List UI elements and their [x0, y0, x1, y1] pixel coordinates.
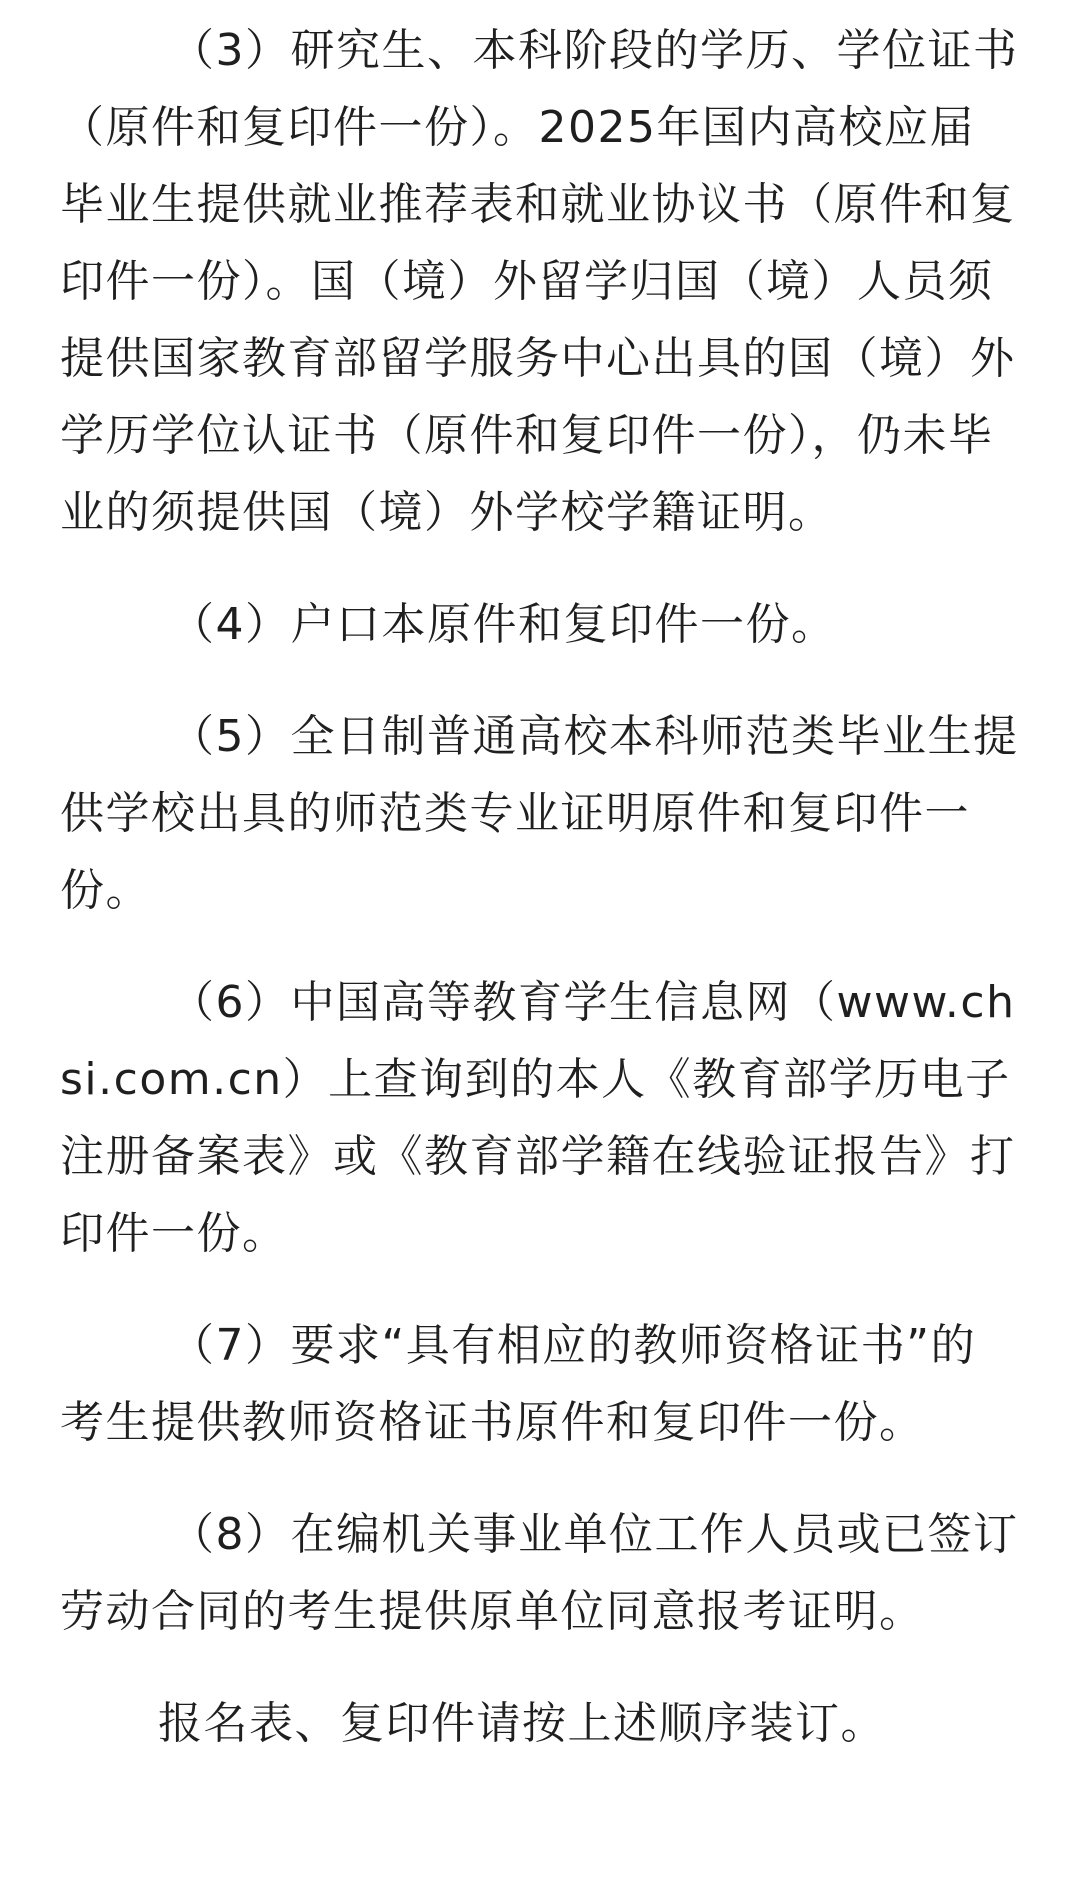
paragraph-item-4: （4）户口本原件和复印件一份。 [170, 599, 837, 650]
paragraph-spacer [60, 1272, 1020, 1307]
paragraph-spacer [60, 929, 1020, 964]
paragraph-item-7: （7）要求“具有相应的教师资格证书”的考生提供教师资格证书原件和复印件一份。 [60, 1320, 977, 1448]
paragraph-item-8: （8）在编机关事业单位工作人员或已签订劳动合同的考生提供原单位同意报考证明。 [60, 1509, 1019, 1637]
paragraph-spacer [60, 1650, 1020, 1685]
paragraph-spacer [60, 663, 1020, 698]
paragraph-item-5: （5）全日制普通高校本科师范类毕业生提供学校出具的师范类专业证明原件和复印件一份。 [60, 711, 1019, 916]
paragraph-spacer [60, 551, 1020, 586]
paragraph-item-3: （3）研究生、本科阶段的学历、学位证书（原件和复印件一份）。2025年国内高校应届毕业生提供就业推荐表和就业协议书（原件和复印件一份）。国（境）外留学归国（境）人员须提供国家教育部留学服务中心出具的国（境）外学历学位认证书（原件和复印件一份），仍未毕业的须提供国（境）外学校学籍证明。 [60, 25, 1019, 538]
closing-note: 报名表、复印件请按上述顺序装订。 [158, 1698, 886, 1749]
paragraph-item-6: （6）中国高等教育学生信息网（www.chsi.com.cn）上查询到的本人《教育部学历电子注册备案表》或《教育部学籍在线验证报告》打印件一份。 [60, 977, 1016, 1259]
paragraph-spacer [60, 1461, 1020, 1496]
